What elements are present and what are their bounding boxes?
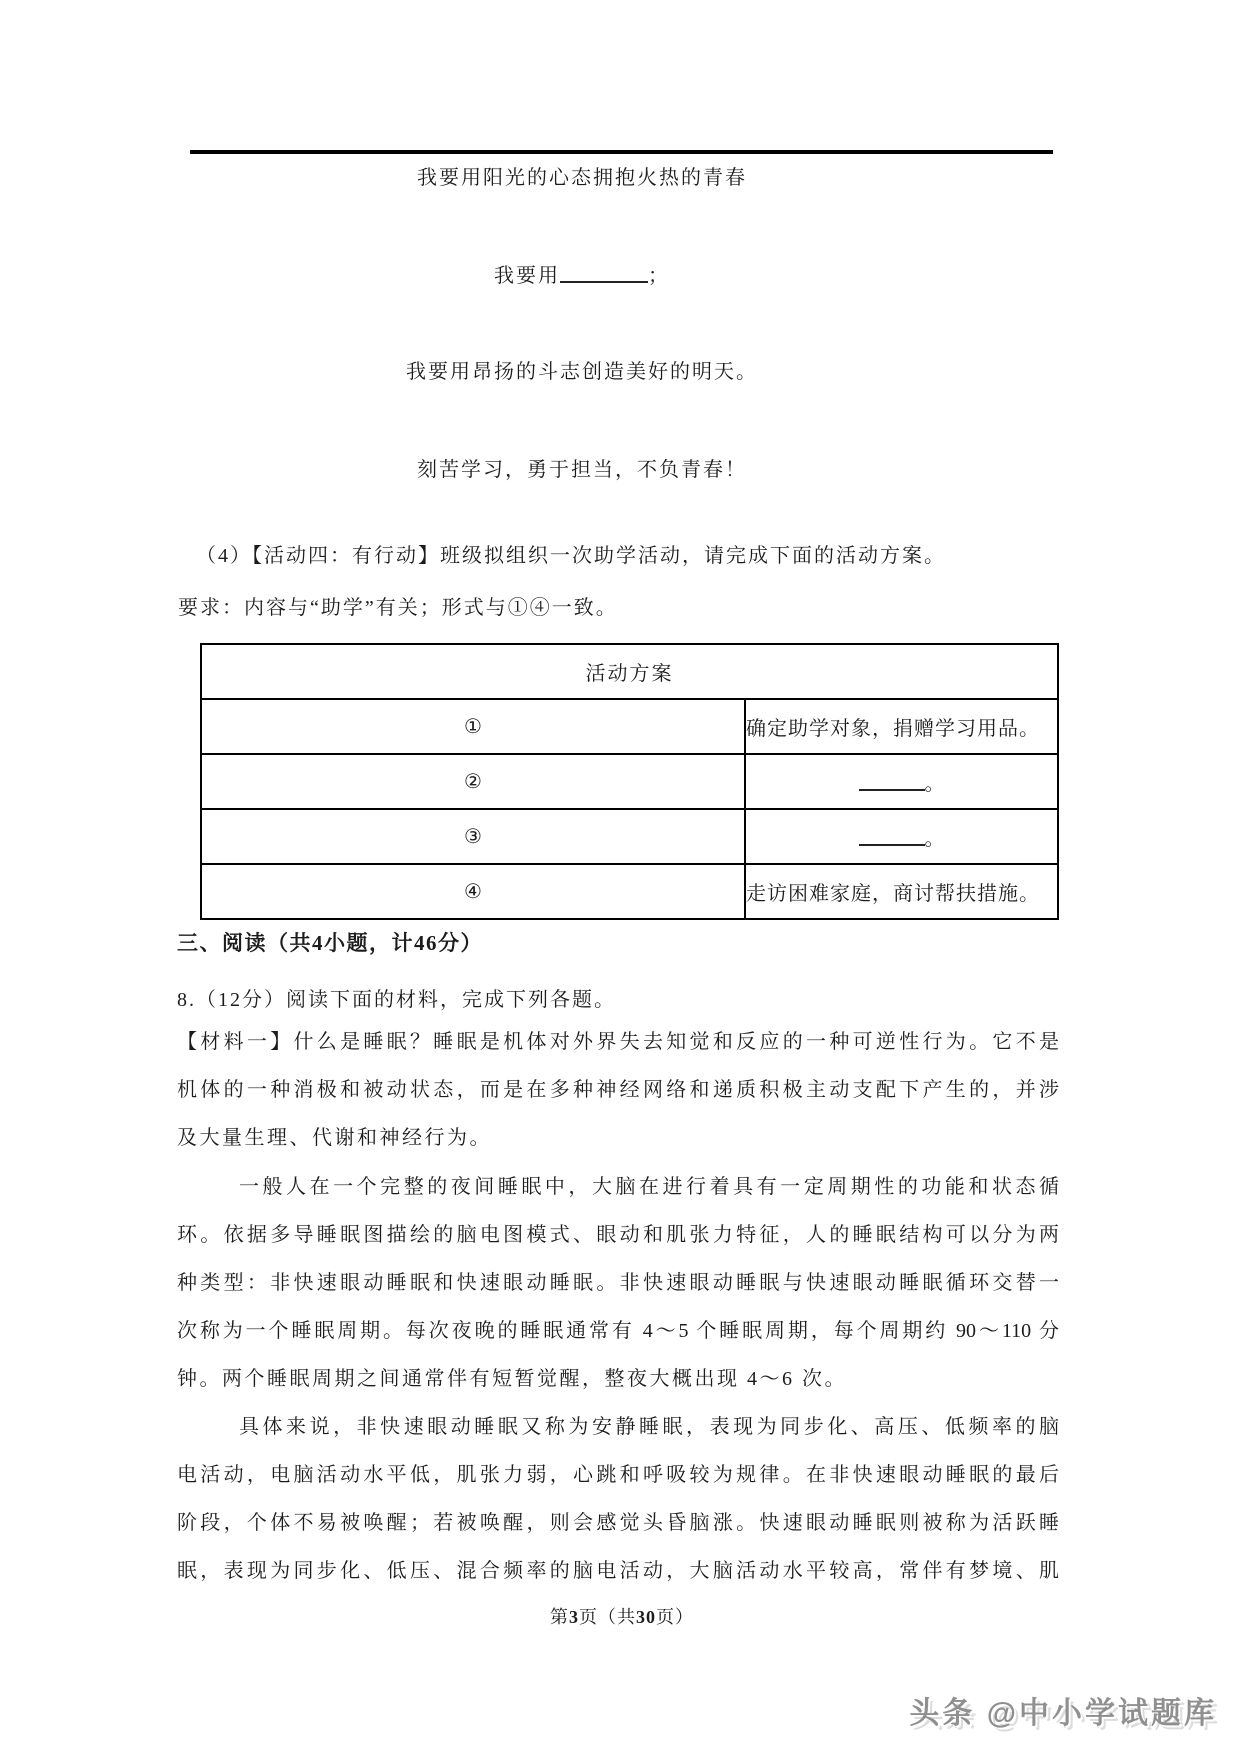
footer-total-pages: 30 — [636, 1607, 656, 1627]
row-content-cell: 走访困难家庭，商讨帮扶措施。 — [745, 864, 1058, 919]
pledge-line-3: 我要用昂扬的斗志创造美好的明天。 — [406, 361, 758, 383]
footer-text: 页） — [656, 1607, 694, 1627]
material-1-line: 钟。两个睡眠周期之间通常伴有短暂觉醒，整夜大概出现 4～6 次。 — [177, 1368, 847, 1390]
material-1-line: 机体的一种消极和被动状态，而是在多种神经网络和递质积极主动支配下产生的，并涉 — [177, 1079, 1059, 1101]
page-footer — [177, 1603, 1067, 1629]
activity-prompt: （4）【活动四：有行动】班级拟组织一次助学活动，请完成下面的活动方案。 — [196, 545, 946, 567]
table-row — [201, 864, 1058, 919]
material-1-line: 眠，表现为同步化、低压、混合频率的脑电活动，大脑活动水平较高，常伴有梦境、肌 — [177, 1560, 1059, 1582]
footer-page-number: 3 — [569, 1607, 579, 1627]
fill-in-blank-underline — [859, 840, 925, 846]
blank-period: 。 — [924, 773, 945, 795]
fill-in-blank-underline — [560, 277, 648, 283]
fill-in-blank-underline — [859, 785, 925, 791]
footer-text: 页（共 — [579, 1607, 636, 1627]
table-row — [201, 809, 1058, 864]
activity-plan-table — [200, 643, 1059, 920]
pledge-line-2 — [177, 262, 987, 290]
table-header-row — [201, 644, 1058, 699]
section-heading: 三、阅读（共4小题，计46分） — [177, 931, 483, 955]
material-1-line: 具体来说，非快速眼动睡眠又称为安静睡眠，表现为同步化、高压、低频率的脑 — [239, 1416, 1059, 1438]
material-1-line: 阶段，个体不易被唤醒；若被唤醒，则会感觉头昏脑涨。快速眼动睡眠则被称为活跃睡 — [177, 1512, 1059, 1534]
activity-requirement: 要求：内容与“助学”有关；形式与①④一致。 — [178, 597, 618, 619]
table-row — [201, 699, 1058, 754]
question-8-stem: 8.（12分）阅读下面的材料，完成下列各题。 — [177, 989, 616, 1011]
row-content-cell — [745, 754, 1058, 809]
row-number-cell: ③ — [201, 809, 745, 864]
table-header-cell: 活动方案 — [201, 644, 1058, 699]
material-1-line: 电活动，电脑活动水平低，肌张力弱，心跳和呼吸较为规律。在非快速眼动睡眠的最后 — [177, 1464, 1059, 1486]
pledge-line-1: 我要用阳光的心态拥抱火热的青春 — [417, 167, 747, 189]
material-1-line: 及大量生理、代谢和神经行为。 — [177, 1127, 492, 1149]
material-1-line: 环。依据多导睡眠图描绘的脑电图模式、眼动和肌张力特征，人的睡眠结构可以分为两 — [177, 1224, 1059, 1246]
footer-text: 第 — [550, 1607, 569, 1627]
row-number-cell: ② — [201, 754, 745, 809]
row-content-cell: 确定助学对象，捐赠学习用品。 — [745, 699, 1058, 754]
material-1-line: 一般人在一个完整的夜间睡眠中，大脑在进行着具有一定周期性的功能和状态循 — [239, 1176, 1059, 1198]
table-row — [201, 754, 1058, 809]
pledge-line-4: 刻苦学习，勇于担当，不负青春！ — [417, 459, 747, 481]
material-1-line: 次称为一个睡眠周期。每次夜晚的睡眠通常有 4～5 个睡眠周期，每个周期约 90～110 分 — [177, 1320, 1059, 1342]
row-content-cell — [745, 809, 1058, 864]
pledge-line-2-prefix: 我要用 — [494, 265, 560, 287]
material-1-line: 种类型：非快速眼动睡眠和快速眼动睡眠。非快速眼动睡眠与快速眼动睡眠循环交替一 — [177, 1272, 1059, 1294]
watermark: 头条 @中小学试题库 — [909, 1697, 1217, 1730]
row-number-cell: ① — [201, 699, 745, 754]
material-1-line: 【材料一】什么是睡眠？睡眠是机体对外界失去知觉和反应的一种可逆性行为。它不是 — [177, 1031, 1059, 1053]
row-number-cell: ④ — [201, 864, 745, 919]
header-rule — [190, 150, 1053, 154]
pledge-line-2-suffix: ； — [648, 265, 670, 287]
blank-period: 。 — [924, 828, 945, 850]
